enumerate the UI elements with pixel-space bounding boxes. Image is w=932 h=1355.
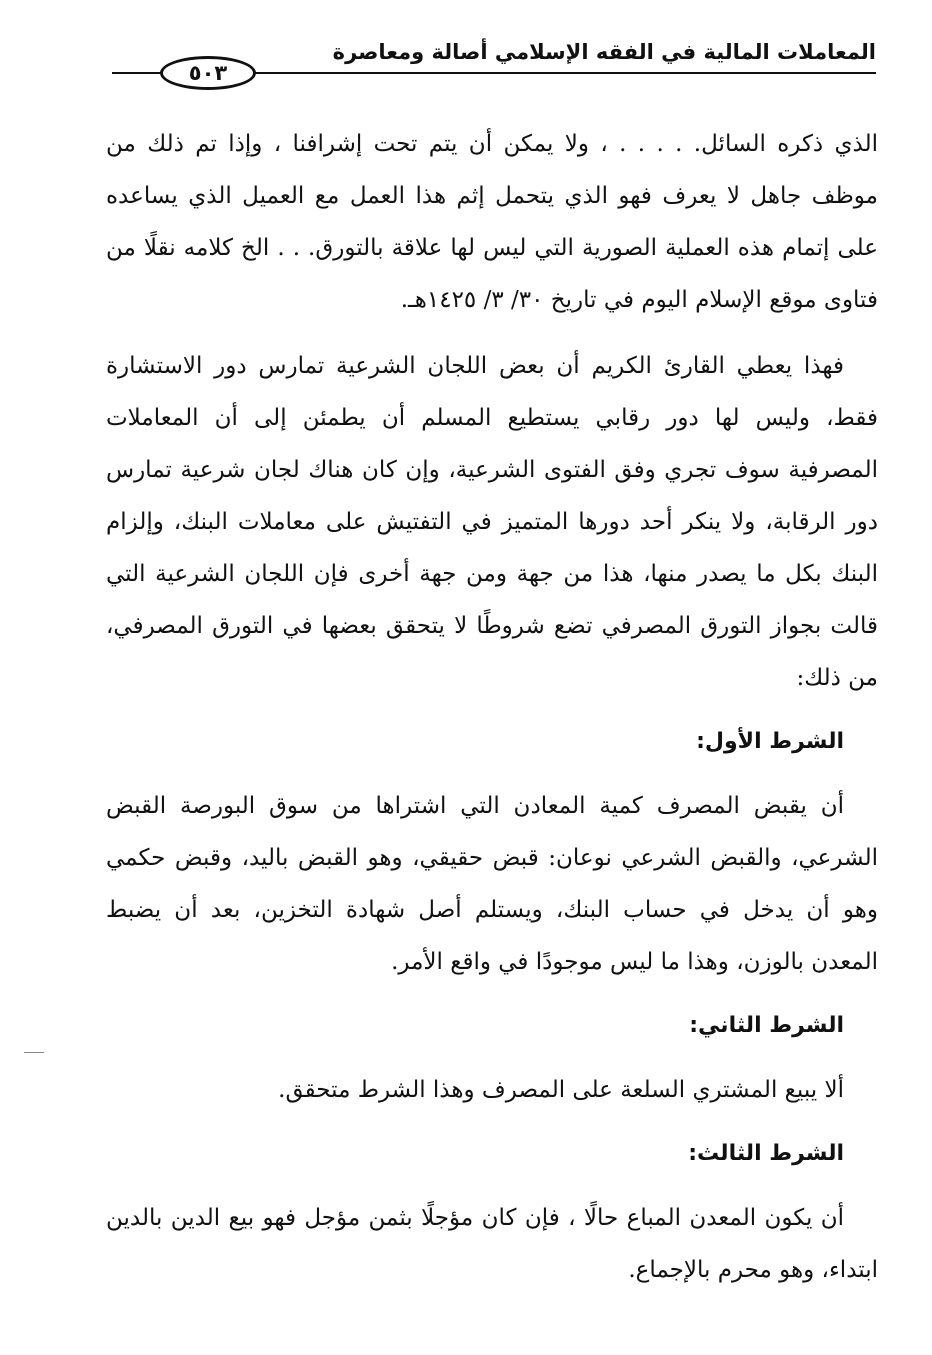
paragraph-2: فهذا يعطي القارئ الكريم أن بعض اللجان الشرعية تمارس دور الاستشارة فقط، وليس لها دور رقابي يستطيع المسلم أن يطمئن إلى أن المعاملات المصرفية سوف تجري وفق الفتوى الشرعية، وإن كان هناك لجان شرعية تمارس دور الرقابة، ولا ينكر أحد دورها المتميز في التفتيش على معاملات البنك، وإلزام البنك بكل ما يصدر منها، هذا من جهة ومن جهة أخرى فإن اللجان الشرعية التي قالت بجواز التورق المصرفي تضع شروطًا لا يتحقق بعضها في التورق المصرفي، من ذلك:	[106, 353, 878, 691]
heading-condition-2: الشرط الثاني:	[689, 1013, 844, 1038]
paragraph-1: الذي ذكره السائل. . . . . ، ولا يمكن أن يتم تحت إشرافنا ، وإذا تم ذلك من موظف جاهل لا يعرف فهو الذي يتحمل إثم هذا العمل مع العميل الذي يساعده على إتمام هذه العملية الصورية التي ليس لها علاقة بالتورق. . . الخ كلامه نقلًا من فتاوى موقع الإسلام اليوم في تاريخ ٣٠/ ٣/ ١٤٢٥هـ.	[106, 131, 878, 313]
paragraph-4: ألا يبيع المشتري السلعة على المصرف وهذا الشرط متحقق.	[278, 1077, 844, 1103]
paragraph-5: أن يكون المعدن المباع حالًا ، فإن كان مؤجلًا بثمن مؤجل فهو بيع الدين بالدين ابتداء، وهو محرم بالإجماع.	[106, 1205, 878, 1283]
paragraph-3: أن يقبض المصرف كمية المعادن التي اشتراها من سوق البورصة القبض الشرعي، والقبض الشرعي نوعان: قبض حقيقي، وهو القبض باليد، وقبض حكمي وهو أن يدخل في حساب البنك، ويستلم أصل شهادة التخزين، بعد أن يضبط المعدن بالوزن، وهذا ما ليس موجودًا في واقع الأمر.	[106, 793, 878, 975]
heading-condition-3: الشرط الثالث:	[688, 1141, 844, 1166]
page-body	[106, 118, 878, 1310]
heading-condition-1: الشرط الأول:	[696, 729, 844, 754]
margin-scan-mark	[24, 1052, 44, 1053]
page-number-oval: ٥٠٣	[160, 56, 256, 90]
running-header-title: المعاملات المالية في الفقه الإسلامي أصالة ومعاصرة	[332, 40, 876, 64]
